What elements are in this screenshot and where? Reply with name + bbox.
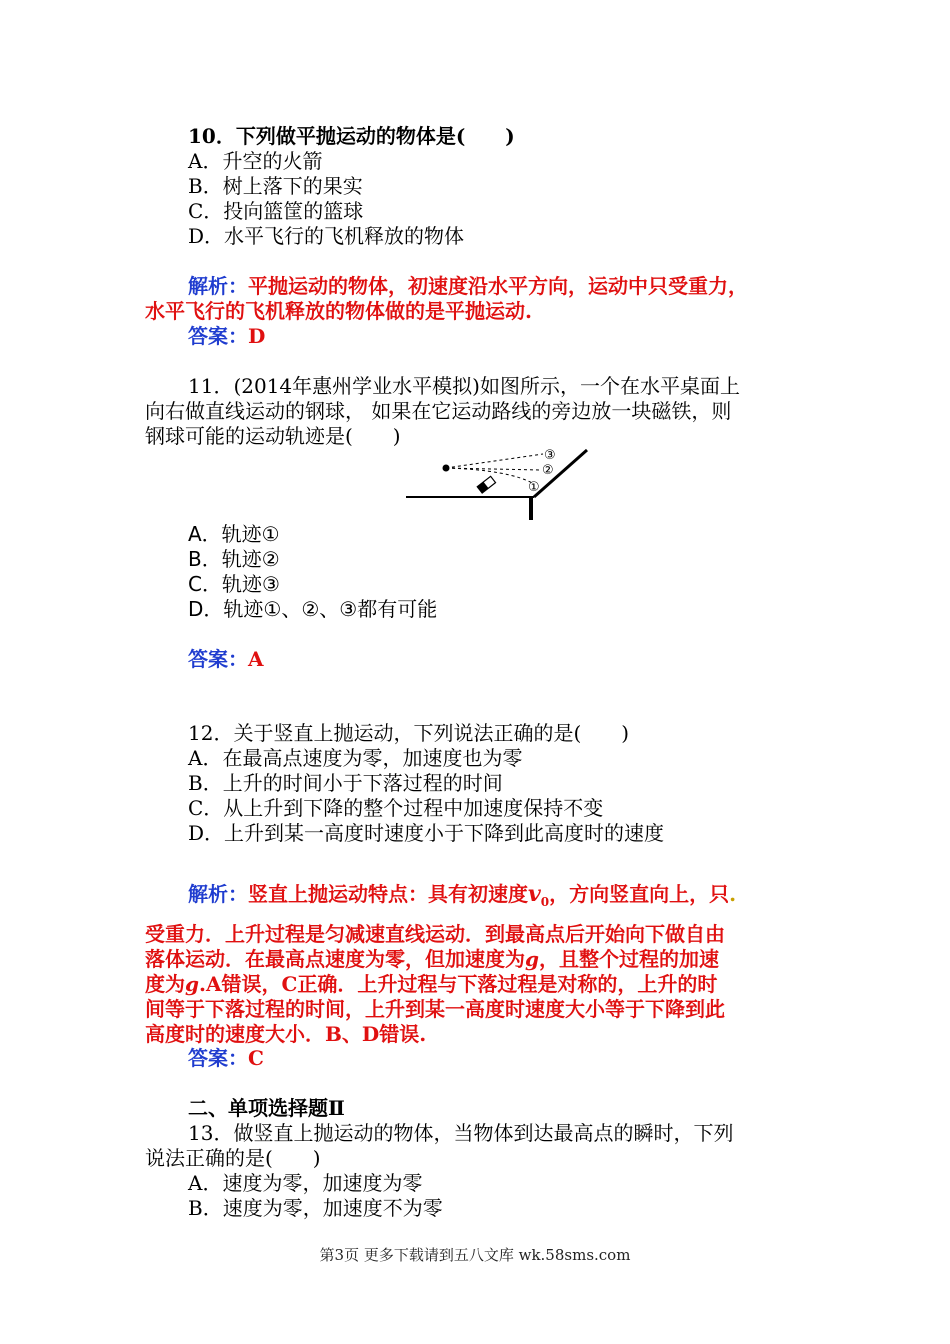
q12-analysis-line2 [145,947,719,972]
q12-answer-label: 答案： [188,1046,248,1070]
q10-analysis-line2: 水平飞行的飞机释放的物体做的是平抛运动. [145,299,532,323]
q12-v0: v [528,881,541,907]
q12-analysis-line5: 高度时的速度大小．B、D错误. [145,1022,427,1046]
q12-analysis-line3-text: 度为 [145,972,185,996]
q12-option-b: B．上升的时间小于下落过程的时间 [188,771,503,795]
q12-analysis-line3-end: .A错误，C正确．上升过程与下落过程是对称的，上升的时 [198,972,718,996]
q11-answer [188,647,264,672]
q11-option-c: C．轨迹③ [188,572,280,596]
q13-stem-line2: 说法正确的是( ) [145,1146,321,1170]
q12-analysis-line1: 受重力．上升过程是匀减速直线运动．到最高点后开始向下做自由 [145,922,725,946]
q10-stem: 10．下列做平抛运动的物体是( ) [188,124,515,148]
q10-analysis-line1: 平抛运动的物体，初速度沿水平方向，运动中只受重力， [248,274,748,298]
q12-analysis-line2-end: ，且整个过程的加速 [538,947,719,971]
q10-answer [188,324,265,349]
q13-stem-line1: 13．做竖直上抛运动的物体，当物体到达最高点的瞬时，下列 [188,1121,734,1145]
q11-stem-line1: 11．(2014年惠州学业水平模拟)如图所示，一个在水平桌面上 [188,374,740,398]
q10-option-c: C．投向篮筐的篮球 [188,199,364,223]
q11-option-a: A．轨迹① [188,522,280,546]
q12-analysis-first [188,882,736,915]
q11-stem-line3: 钢球可能的运动轨迹是( ) [145,424,401,448]
stray-dot: . [729,882,737,906]
page-footer: 第3页 更多下载请到五八文库 wk.58sms.com [319,1246,631,1264]
q10-option-b: B．树上落下的果实 [188,174,363,198]
q12-analysis-line4: 间等于下落过程的时间，上升到某一高度时速度大小等于下降到此 [145,997,725,1021]
q10-analysis [188,274,748,299]
q13-option-b: B．速度为零，加速度不为零 [188,1196,443,1220]
section-title: 二、单项选择题Ⅱ [188,1096,345,1120]
q10-option-a: A．升空的火箭 [188,149,323,173]
q12-option-d: D．上升到某一高度时速度小于下降到此高度时的速度 [188,821,665,845]
q11-answer-value: A [248,647,264,671]
label-trajectory-1: ① [528,480,540,495]
q10-option-d: D．水平飞行的飞机释放的物体 [188,224,465,248]
q11-option-b: B．轨迹② [188,547,280,571]
q10-answer-label: 答案： [188,324,248,348]
q10-answer-value: D [248,324,266,348]
q10-analysis-label: 解析： [188,274,248,298]
q12-analysis-first-end: ，方向竖直向上，只 [549,882,730,906]
q12-answer [188,1046,264,1071]
q12-v0-sub: 0 [540,895,550,909]
label-trajectory-3: ③ [544,448,556,463]
q12-option-c: C．从上升到下降的整个过程中加速度保持不变 [188,796,604,820]
q12-stem: 12．关于竖直上抛运动，下列说法正确的是( ) [188,721,630,745]
q11-stem-line2: 向右做直线运动的钢球， 如果在它运动路线的旁边放一块磁铁，则 [145,399,732,423]
trajectory-figure [400,444,600,524]
q12-analysis-line2-text: 落体运动．在最高点速度为零，但加速度为 [145,947,525,971]
label-trajectory-2: ② [542,463,554,478]
q12-analysis-line3 [145,972,717,997]
q12-g1: g [525,947,539,971]
q12-analysis-text: 竖直上抛运动特点：具有初速度 [248,882,528,906]
trajectory-3 [446,454,543,468]
magnet [477,476,495,493]
q12-g2: g [185,972,199,996]
q12-answer-value: C [248,1046,264,1070]
q11-option-d: D．轨迹①、②、③都有可能 [188,597,438,621]
q12-option-a: A．在最高点速度为零，加速度也为零 [188,746,523,770]
q11-answer-label: 答案： [188,647,248,671]
q12-analysis-label: 解析： [188,882,248,906]
q13-option-a: A．速度为零，加速度为零 [188,1171,423,1195]
